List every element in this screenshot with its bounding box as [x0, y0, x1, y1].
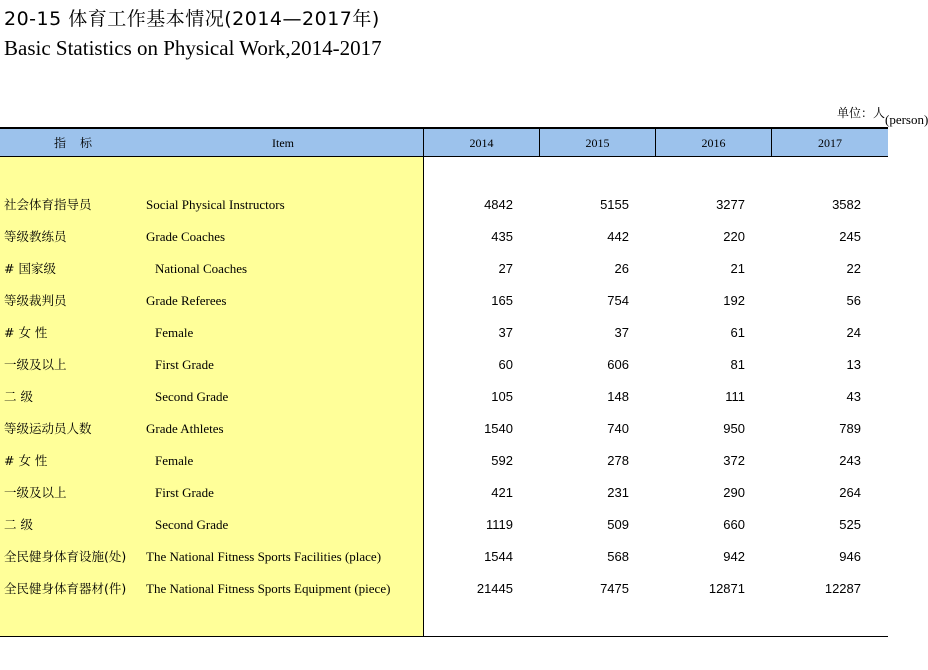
cell-value-2017: 24 — [846, 325, 861, 340]
table-row — [0, 285, 888, 317]
cell-value-2016: 290 — [723, 485, 745, 500]
cell-value-2015: 278 — [607, 453, 629, 468]
cell-value-2016: 21 — [730, 261, 745, 276]
row-label-cn: # 女 性 — [4, 325, 48, 340]
cell-value-2017: 12287 — [824, 581, 861, 596]
cell-value-2016: 192 — [723, 293, 745, 308]
table-row — [0, 189, 888, 221]
cell-value-2017: 264 — [839, 485, 861, 500]
row-label-cn: 全民健身体育器材(件) — [4, 581, 127, 596]
cell-value-2017: 3582 — [832, 197, 861, 212]
row-label-en: Second Grade — [155, 517, 229, 532]
table-bottom-border — [0, 636, 888, 637]
cell-value-2017: 789 — [839, 421, 861, 436]
header-item: Item — [272, 136, 294, 150]
row-label-cn: 等级运动员人数 — [4, 421, 92, 436]
row-label-en: Grade Referees — [146, 293, 227, 308]
row-label-en: The National Fitness Sports Equipment (piece) — [146, 581, 391, 596]
row-label-cn: 全民健身体育设施(处) — [4, 549, 127, 564]
cell-value-2015: 442 — [607, 229, 629, 244]
table-row — [0, 477, 888, 509]
row-label-cn: 一级及以上 — [4, 357, 67, 372]
table-row — [0, 381, 888, 413]
row-label-cn: # 女 性 — [4, 453, 48, 468]
row-label-en: Grade Athletes — [146, 421, 224, 436]
cell-value-2016: 3277 — [716, 197, 745, 212]
cell-value-2017: 245 — [839, 229, 861, 244]
cell-value-2014: 1544 — [484, 549, 513, 564]
cell-value-2015: 231 — [607, 485, 629, 500]
cell-value-2017: 946 — [839, 549, 861, 564]
table-row — [0, 221, 888, 253]
cell-value-2014: 1540 — [484, 421, 513, 436]
table-row — [0, 413, 888, 445]
row-label-cn: 二 级 — [4, 517, 33, 532]
cell-value-2017: 56 — [846, 293, 861, 308]
cell-value-2014: 60 — [498, 357, 513, 372]
header-year-2016: 2016 — [701, 136, 726, 150]
header-divider — [655, 129, 656, 157]
cell-value-2016: 61 — [730, 325, 745, 340]
table-row — [0, 509, 888, 541]
unit-label-cn: 单位：人 — [836, 106, 885, 120]
cell-value-2014: 21445 — [476, 581, 513, 596]
cell-value-2017: 525 — [839, 517, 861, 532]
cell-value-2016: 220 — [723, 229, 745, 244]
cell-value-2015: 740 — [607, 421, 629, 436]
cell-value-2015: 7475 — [600, 581, 629, 596]
cell-value-2014: 105 — [491, 389, 513, 404]
cell-value-2014: 165 — [491, 293, 513, 308]
table-row — [0, 253, 888, 285]
row-label-en: Female — [155, 453, 194, 468]
row-label-en: Female — [155, 325, 194, 340]
statistics-table — [0, 127, 888, 637]
cell-value-2014: 435 — [491, 229, 513, 244]
cell-value-2014: 4842 — [484, 197, 513, 212]
page-title-en: Basic Statistics on Physical Work,2014-2017 — [4, 36, 382, 60]
header-divider — [423, 129, 424, 157]
table-row — [0, 445, 888, 477]
header-year-2015: 2015 — [585, 136, 610, 150]
cell-value-2016: 942 — [723, 549, 745, 564]
cell-value-2015: 568 — [607, 549, 629, 564]
unit-label-en: (person) — [885, 112, 928, 127]
cell-value-2014: 1119 — [486, 517, 513, 532]
row-label-cn: 等级裁判员 — [4, 293, 67, 308]
cell-value-2016: 111 — [725, 389, 745, 404]
row-label-en: Social Physical Instructors — [146, 197, 285, 212]
page-title-cn: 20-15 体育工作基本情况(2014—2017年) — [4, 8, 380, 30]
cell-value-2015: 148 — [607, 389, 629, 404]
header-indicator: 指标 — [53, 136, 106, 150]
row-label-cn: 社会体育指导员 — [4, 197, 92, 212]
header-year-2017: 2017 — [818, 136, 842, 150]
header-divider — [771, 129, 772, 157]
table-row — [0, 317, 888, 349]
cell-value-2015: 37 — [614, 325, 629, 340]
row-label-en: Grade Coaches — [146, 229, 226, 244]
cell-value-2014: 27 — [498, 261, 513, 276]
cell-value-2016: 372 — [723, 453, 745, 468]
cell-value-2017: 243 — [839, 453, 861, 468]
cell-value-2015: 26 — [614, 261, 629, 276]
unit-label — [836, 104, 928, 127]
row-label-cn: 等级教练员 — [4, 229, 67, 244]
row-label-en: The National Fitness Sports Facilities (place) — [146, 549, 382, 564]
cell-value-2016: 950 — [723, 421, 745, 436]
table-row — [0, 349, 888, 381]
row-label-en: Second Grade — [155, 389, 229, 404]
cell-value-2014: 592 — [491, 453, 513, 468]
cell-value-2016: 12871 — [708, 581, 745, 596]
table-row — [0, 573, 888, 605]
row-label-cn: 一级及以上 — [4, 485, 67, 500]
header-year-2014: 2014 — [469, 136, 494, 150]
cell-value-2015: 606 — [607, 357, 629, 372]
row-label-en: National Coaches — [155, 261, 248, 276]
header-divider — [539, 129, 540, 157]
cell-value-2016: 81 — [730, 357, 745, 372]
cell-value-2016: 660 — [723, 517, 745, 532]
table-header — [0, 127, 888, 157]
cell-value-2014: 421 — [491, 485, 513, 500]
cell-value-2017: 13 — [846, 357, 861, 372]
cell-value-2015: 509 — [607, 517, 629, 532]
row-label-cn: # 国家级 — [4, 261, 56, 276]
cell-value-2017: 43 — [846, 389, 861, 404]
cell-value-2015: 754 — [607, 293, 629, 308]
cell-value-2015: 5155 — [600, 197, 629, 212]
row-label-en: First Grade — [155, 357, 214, 372]
row-label-cn: 二 级 — [4, 389, 33, 404]
cell-value-2017: 22 — [846, 261, 861, 276]
row-label-en: First Grade — [155, 485, 214, 500]
cell-value-2014: 37 — [498, 325, 513, 340]
table-row — [0, 541, 888, 573]
